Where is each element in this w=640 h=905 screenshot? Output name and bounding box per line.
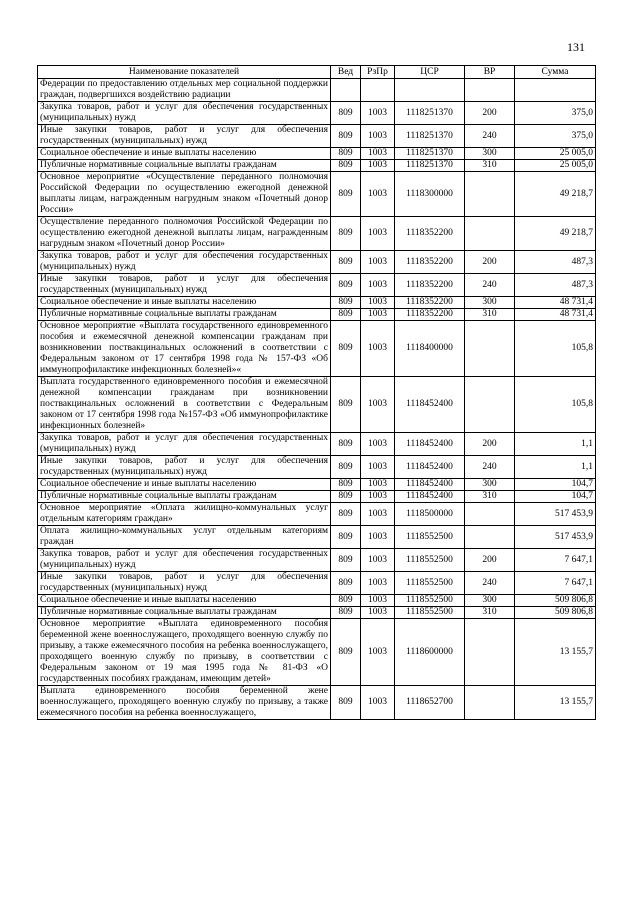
cell-csr: 1118452400	[395, 491, 465, 503]
cell-rzpr: 1003	[361, 148, 395, 160]
cell-rzpr	[361, 79, 395, 102]
cell-csr: 1118500000	[395, 503, 465, 526]
cell-sum: 1,1	[515, 433, 596, 456]
cell-name: Федерации по предоставлению отдельных мер социальной поддержки граждан, подвергшихся воздействию радиации	[38, 79, 331, 102]
header-csr: ЦСР	[395, 66, 465, 79]
cell-vr: 200	[465, 251, 515, 274]
cell-ved: 809	[331, 309, 361, 321]
cell-name: Закупка товаров, работ и услуг для обеспечения государственных (муниципальных) нужд	[38, 102, 331, 125]
cell-vr: 300	[465, 479, 515, 491]
cell-sum: 517 453,9	[515, 526, 596, 549]
cell-sum: 509 806,8	[515, 607, 596, 619]
cell-ved: 809	[331, 217, 361, 251]
cell-vr: 200	[465, 433, 515, 456]
cell-rzpr: 1003	[361, 479, 395, 491]
cell-ved: 809	[331, 526, 361, 549]
budget-table	[37, 65, 596, 720]
table-row	[38, 595, 596, 607]
cell-vr	[465, 526, 515, 549]
cell-rzpr: 1003	[361, 526, 395, 549]
cell-sum: 48 731,4	[515, 309, 596, 321]
cell-rzpr: 1003	[361, 160, 395, 172]
cell-vr: 310	[465, 309, 515, 321]
cell-ved: 809	[331, 148, 361, 160]
cell-sum: 25 005,0	[515, 148, 596, 160]
cell-name: Оплата жилищно-коммунальных услуг отдельным категориям граждан	[38, 526, 331, 549]
cell-name: Основное мероприятие «Осуществление переданного полномочия Российской Федерации по осуществлению ежегодной денежной выплаты лицам, награжденным нагрудным знаком «Почетный донор России»	[38, 172, 331, 217]
cell-rzpr: 1003	[361, 433, 395, 456]
table-row	[38, 549, 596, 572]
cell-rzpr: 1003	[361, 456, 395, 479]
cell-name: Публичные нормативные социальные выплаты гражданам	[38, 491, 331, 503]
cell-csr: 1118352200	[395, 217, 465, 251]
cell-name: Закупка товаров, работ и услуг для обеспечения государственных (муниципальных) нужд	[38, 433, 331, 456]
cell-ved: 809	[331, 160, 361, 172]
table-row	[38, 251, 596, 274]
cell-name: Закупка товаров, работ и услуг для обеспечения государственных (муниципальных) нужд	[38, 549, 331, 572]
cell-rzpr: 1003	[361, 491, 395, 503]
table-row	[38, 79, 596, 102]
cell-ved: 809	[331, 491, 361, 503]
cell-rzpr: 1003	[361, 572, 395, 595]
cell-ved: 809	[331, 549, 361, 572]
cell-ved: 809	[331, 297, 361, 309]
header-ved: Вед	[331, 66, 361, 79]
cell-rzpr: 1003	[361, 172, 395, 217]
cell-sum: 517 453,9	[515, 503, 596, 526]
cell-ved: 809	[331, 503, 361, 526]
cell-vr	[465, 172, 515, 217]
cell-vr	[465, 217, 515, 251]
cell-name: Осуществление переданного полномочия Российской Федерации по осуществлению ежегодной денежной выплаты лицам, награжденным нагрудным знаком «Почетный донор России»	[38, 217, 331, 251]
cell-name: Выплата государственного единовременного пособия и ежемесячной денежной компенсации гражданам при возникновении поствакцинальных осложнений в соответствии с Федеральным законом от 17 сентября 1998 года №157-ФЗ «Об иммунопрофилактике инфекционных болезней»	[38, 377, 331, 433]
header-vr: ВР	[465, 66, 515, 79]
cell-sum	[515, 79, 596, 102]
cell-name: Закупка товаров, работ и услуг для обеспечения государственных (муниципальных) нужд	[38, 251, 331, 274]
cell-sum: 1,1	[515, 456, 596, 479]
cell-sum: 13 155,7	[515, 619, 596, 686]
cell-rzpr: 1003	[361, 607, 395, 619]
table-row	[38, 433, 596, 456]
header-rzpr: РзПр	[361, 66, 395, 79]
cell-rzpr: 1003	[361, 321, 395, 377]
cell-rzpr: 1003	[361, 619, 395, 686]
cell-vr	[465, 619, 515, 686]
table-row	[38, 125, 596, 148]
cell-sum: 49 218,7	[515, 172, 596, 217]
cell-vr: 310	[465, 491, 515, 503]
cell-rzpr: 1003	[361, 377, 395, 433]
cell-vr: 200	[465, 102, 515, 125]
cell-sum: 375,0	[515, 125, 596, 148]
cell-ved: 809	[331, 572, 361, 595]
table-row	[38, 619, 596, 686]
cell-sum: 13 155,7	[515, 686, 596, 720]
cell-ved: 809	[331, 102, 361, 125]
table-row	[38, 377, 596, 433]
table-row	[38, 479, 596, 491]
cell-csr: 1118352200	[395, 274, 465, 297]
cell-rzpr: 1003	[361, 503, 395, 526]
table-row	[38, 102, 596, 125]
cell-rzpr: 1003	[361, 274, 395, 297]
cell-name: Социальное обеспечение и иные выплаты населению	[38, 479, 331, 491]
header-sum: Сумма	[515, 66, 596, 79]
cell-vr: 240	[465, 456, 515, 479]
cell-name: Основное мероприятие «Выплата единовременного пособия беременной жене военнослужащего, проходящего военную службу по призыву, а также ежемесячного пособия на ребенка военнослужащего, проходящего военную службу по призыву, в соответствии с Федеральным законом от 19 мая 1995 года № 81-ФЗ «О государственных пособиях гражданам, имеющим детей»	[38, 619, 331, 686]
cell-ved: 809	[331, 251, 361, 274]
cell-vr: 200	[465, 549, 515, 572]
page-number: 131	[567, 40, 585, 54]
cell-name: Иные закупки товаров, работ и услуг для обеспечения государственных (муниципальных) нужд	[38, 456, 331, 479]
cell-csr: 1118552500	[395, 607, 465, 619]
cell-vr: 310	[465, 160, 515, 172]
cell-vr: 300	[465, 148, 515, 160]
cell-ved: 809	[331, 433, 361, 456]
table-row	[38, 172, 596, 217]
cell-name: Социальное обеспечение и иные выплаты населению	[38, 148, 331, 160]
cell-ved: 809	[331, 686, 361, 720]
table-body	[38, 79, 596, 720]
cell-rzpr: 1003	[361, 309, 395, 321]
table-row	[38, 686, 596, 720]
cell-rzpr: 1003	[361, 686, 395, 720]
cell-sum: 25 005,0	[515, 160, 596, 172]
cell-ved: 809	[331, 619, 361, 686]
cell-ved: 809	[331, 321, 361, 377]
cell-rzpr: 1003	[361, 102, 395, 125]
table-row	[38, 217, 596, 251]
cell-vr	[465, 503, 515, 526]
cell-vr: 310	[465, 607, 515, 619]
cell-vr	[465, 321, 515, 377]
cell-csr: 1118251370	[395, 160, 465, 172]
cell-csr: 1118552500	[395, 572, 465, 595]
cell-sum: 104,7	[515, 491, 596, 503]
cell-name: Публичные нормативные социальные выплаты гражданам	[38, 160, 331, 172]
cell-csr: 1118552500	[395, 549, 465, 572]
cell-csr: 1118552500	[395, 526, 465, 549]
cell-sum: 487,3	[515, 274, 596, 297]
cell-vr: 240	[465, 125, 515, 148]
cell-name: Социальное обеспечение и иные выплаты населению	[38, 297, 331, 309]
cell-ved: 809	[331, 172, 361, 217]
cell-ved: 809	[331, 456, 361, 479]
cell-sum: 105,8	[515, 377, 596, 433]
cell-rzpr: 1003	[361, 595, 395, 607]
table-row	[38, 297, 596, 309]
cell-name: Выплата единовременного пособия беременной жене военнослужащего, проходящего военную службу по призыву, а также ежемесячного пособия на ребенка военнослужащего,	[38, 686, 331, 720]
table-row	[38, 309, 596, 321]
cell-ved	[331, 79, 361, 102]
cell-csr: 1118452400	[395, 456, 465, 479]
cell-vr: 240	[465, 274, 515, 297]
cell-name: Публичные нормативные социальные выплаты гражданам	[38, 607, 331, 619]
table-row	[38, 607, 596, 619]
cell-csr: 1118652700	[395, 686, 465, 720]
table-row	[38, 491, 596, 503]
header-name: Наименование показателей	[38, 66, 331, 79]
cell-name: Иные закупки товаров, работ и услуг для обеспечения государственных (муниципальных) нужд	[38, 274, 331, 297]
cell-sum: 104,7	[515, 479, 596, 491]
cell-name: Социальное обеспечение и иные выплаты населению	[38, 595, 331, 607]
cell-vr	[465, 79, 515, 102]
cell-sum: 509 806,8	[515, 595, 596, 607]
cell-csr: 1118400000	[395, 321, 465, 377]
table-row	[38, 160, 596, 172]
table-row	[38, 526, 596, 549]
cell-vr: 240	[465, 572, 515, 595]
cell-name: Иные закупки товаров, работ и услуг для обеспечения государственных (муниципальных) нужд	[38, 572, 331, 595]
cell-name: Основное мероприятие «Оплата жилищно-коммунальных услуг отдельным категориям граждан»	[38, 503, 331, 526]
cell-ved: 809	[331, 274, 361, 297]
cell-csr: 1118552500	[395, 595, 465, 607]
cell-name: Иные закупки товаров, работ и услуг для обеспечения государственных (муниципальных) нужд	[38, 125, 331, 148]
table-row	[38, 148, 596, 160]
table-header-row	[38, 66, 596, 79]
cell-sum: 7 647,1	[515, 549, 596, 572]
cell-sum: 105,8	[515, 321, 596, 377]
cell-rzpr: 1003	[361, 125, 395, 148]
table-row	[38, 503, 596, 526]
cell-csr: 1118251370	[395, 125, 465, 148]
cell-rzpr: 1003	[361, 549, 395, 572]
cell-rzpr: 1003	[361, 217, 395, 251]
cell-csr	[395, 79, 465, 102]
cell-csr: 1118300000	[395, 172, 465, 217]
cell-vr: 300	[465, 297, 515, 309]
table-row	[38, 321, 596, 377]
cell-name: Основное мероприятие «Выплата государственного единовременного пособия и ежемесячной денежной компенсации гражданам при возникновении поствакцинальных осложнений в соответствии с Федеральным законом от 17 сентября 1998 года № 157-ФЗ «Об иммунопрофилактике инфекционных болезней»«	[38, 321, 331, 377]
cell-ved: 809	[331, 377, 361, 433]
table-row	[38, 274, 596, 297]
cell-csr: 1118452400	[395, 433, 465, 456]
cell-rzpr: 1003	[361, 297, 395, 309]
cell-sum: 375,0	[515, 102, 596, 125]
cell-ved: 809	[331, 607, 361, 619]
cell-csr: 1118452400	[395, 377, 465, 433]
cell-rzpr: 1003	[361, 251, 395, 274]
cell-ved: 809	[331, 595, 361, 607]
cell-csr: 1118452400	[395, 479, 465, 491]
table-row	[38, 572, 596, 595]
cell-csr: 1118352200	[395, 297, 465, 309]
cell-vr: 300	[465, 595, 515, 607]
cell-vr	[465, 686, 515, 720]
cell-csr: 1118352200	[395, 251, 465, 274]
table-row	[38, 456, 596, 479]
cell-csr: 1118352200	[395, 309, 465, 321]
cell-sum: 487,3	[515, 251, 596, 274]
cell-vr	[465, 377, 515, 433]
cell-csr: 1118600000	[395, 619, 465, 686]
cell-ved: 809	[331, 479, 361, 491]
cell-csr: 1118251370	[395, 102, 465, 125]
cell-name: Публичные нормативные социальные выплаты гражданам	[38, 309, 331, 321]
cell-csr: 1118251370	[395, 148, 465, 160]
cell-sum: 48 731,4	[515, 297, 596, 309]
cell-sum: 49 218,7	[515, 217, 596, 251]
cell-sum: 7 647,1	[515, 572, 596, 595]
cell-ved: 809	[331, 125, 361, 148]
